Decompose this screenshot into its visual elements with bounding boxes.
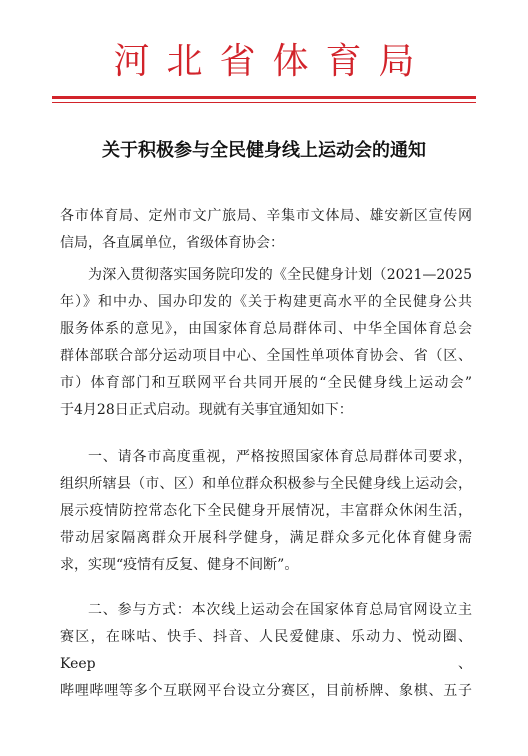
- paragraph-line: 展示疫情防控常态化下全民健身开展情况，丰富群众休闲生活，: [60, 503, 472, 519]
- salutation-line: 各市体育局、定州市文广旅局、辛集市文体局、雄安新区宣传网: [60, 208, 472, 224]
- paragraph-line: 市）体育部门和互联网平台共同开展的“全民健身线上运动会”: [60, 375, 472, 391]
- paragraph-line: 年）》和中办、国办印发的《关于构建更高水平的全民健身公共: [60, 294, 472, 310]
- salutation: [60, 203, 472, 257]
- paragraph-line: 组织所辖县（市、区）和单位群众积极参与全民健身线上运动会，: [60, 476, 472, 492]
- paragraph-line: 于4月28日正式启动。现就有关事宜通知如下：: [60, 402, 353, 418]
- paragraph-line: 哔哩哔哩等多个互联网平台设立分赛区，目前桥牌、象棋、五子: [60, 683, 472, 699]
- letterhead-red-rule-thin: [52, 102, 476, 103]
- paragraph-line: 为深入贯彻落实国务院印发的《全民健身计划（2021—2025: [88, 267, 472, 283]
- paragraph-line: 一、请各市高度重视，严格按照国家体育总局群体司要求，: [88, 449, 472, 465]
- salutation-line: 信局，各直属单位，省级体育协会：: [60, 235, 284, 251]
- paragraph-line: 二、参与方式：本次线上运动会在国家体育总局官网设立主: [88, 602, 472, 618]
- letterhead-red-rule: [52, 96, 476, 99]
- paragraph-intro: [60, 262, 472, 424]
- paragraph-line: 赛区，在咪咕、快手、抖音、人民爱健康、乐动力、悦动圈、Keep、: [60, 629, 472, 672]
- document-title: 关于积极参与全民健身线上运动会的通知: [102, 140, 426, 161]
- paragraph-line: 服务体系的意见》，由国家体育总局群体司、中华全国体育总会: [60, 321, 472, 337]
- paragraph-item-1: [60, 444, 472, 579]
- paragraph-line: 求，实现“疫情有反复、健身不间断”。: [60, 557, 299, 573]
- letterhead-org-name: 河北省体育局: [113, 41, 432, 82]
- paragraph-line: 群体部联合部分运动项目中心、全国性单项体育协会、省（区、: [60, 348, 472, 364]
- paragraph-line: 带动居家隔离群众开展科学健身，满足群众多元化体育健身需: [60, 530, 472, 546]
- paragraph-item-2: [60, 597, 472, 705]
